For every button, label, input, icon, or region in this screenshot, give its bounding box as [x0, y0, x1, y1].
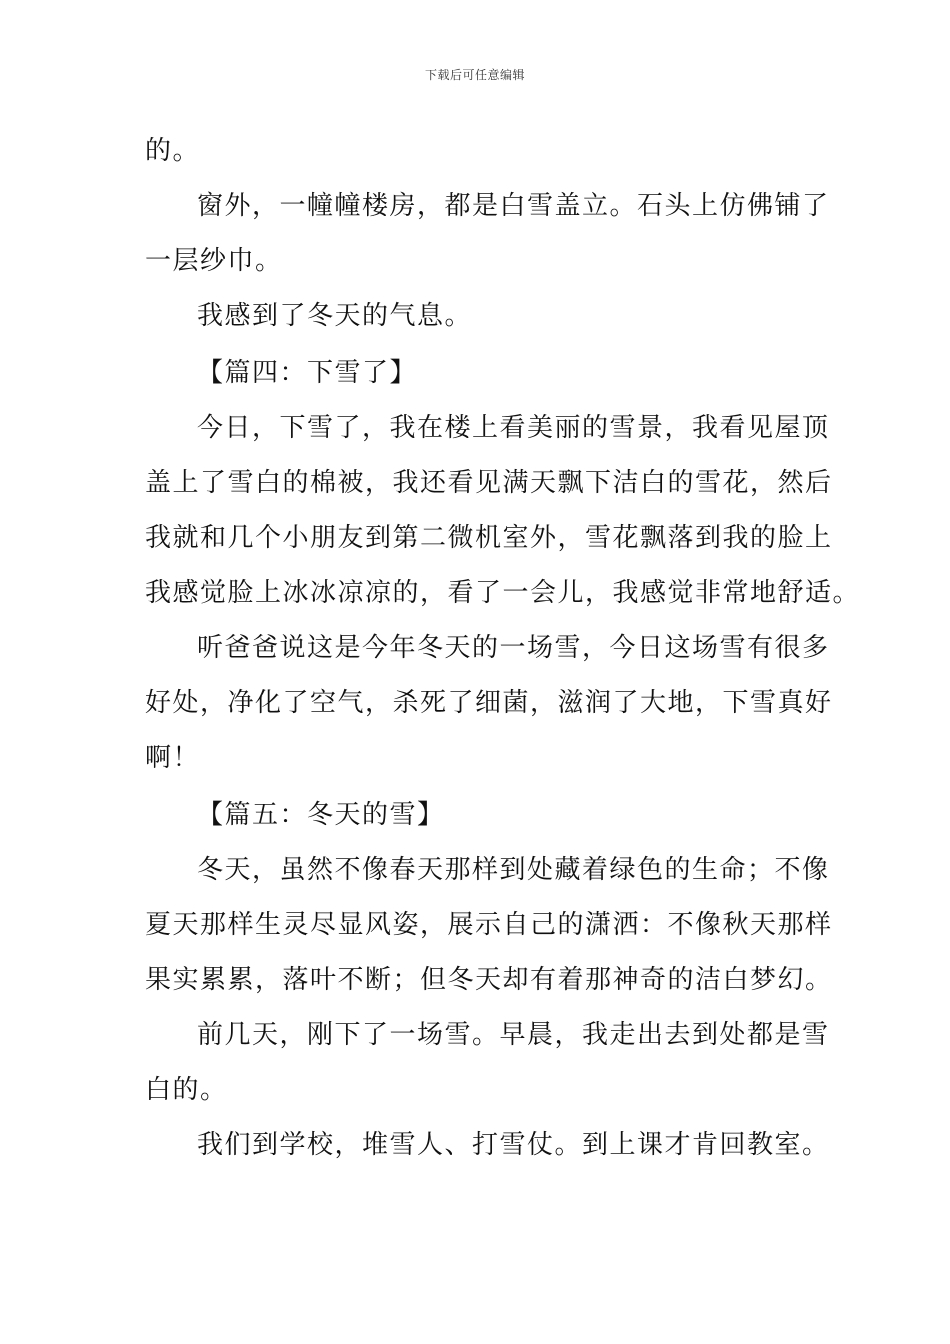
- text-line: 啊！: [145, 743, 201, 773]
- text-line: 盖上了雪白的棉被，我还看见满天飘下洁白的雪花，然后: [145, 468, 833, 498]
- text-line: 一层纱巾。: [145, 246, 283, 276]
- text-line: 冬天，虽然不像春天那样到处藏着绿色的生命；不像: [197, 855, 830, 885]
- text-line: 我们到学校，堆雪人、打雪仗。到上课才肯回教室。: [197, 1130, 830, 1160]
- section-heading: 【篇五：冬天的雪】: [197, 800, 445, 830]
- text-line: 我感到了冬天的气息。: [197, 301, 473, 331]
- section-heading: 【篇四：下雪了】: [197, 358, 418, 388]
- text-line: 窗外，一幢幢楼房，都是白雪盖立。石头上仿佛铺了: [197, 191, 830, 221]
- text-line: 果实累累，落叶不断；但冬天却有着那神奇的洁白梦幻。: [145, 965, 833, 995]
- text-line: 今日，下雪了，我在楼上看美丽的雪景，我看见屋顶: [197, 413, 830, 443]
- text-line: 我感觉脸上冰冰凉凉的，看了一会儿，我感觉非常地舒适。: [145, 578, 861, 608]
- text-line: 好处，净化了空气，杀死了细菌，滋润了大地，下雪真好: [145, 688, 833, 718]
- document-body: [145, 124, 861, 1173]
- text-line: 白的。: [145, 1075, 228, 1105]
- page-header: 下载后可任意编辑: [424, 68, 525, 82]
- text-line: 听爸爸说这是今年冬天的一场雪，今日这场雪有很多: [197, 633, 830, 663]
- text-line: 的。: [145, 136, 201, 166]
- text-line: 夏天那样生灵尽显风姿，展示自己的潇洒：不像秋天那样: [145, 910, 833, 940]
- text-line: 前几天，刚下了一场雪。早晨，我走出去到处都是雪: [197, 1020, 830, 1050]
- text-line: 我就和几个小朋友到第二微机室外，雪花飘落到我的脸上: [145, 523, 833, 553]
